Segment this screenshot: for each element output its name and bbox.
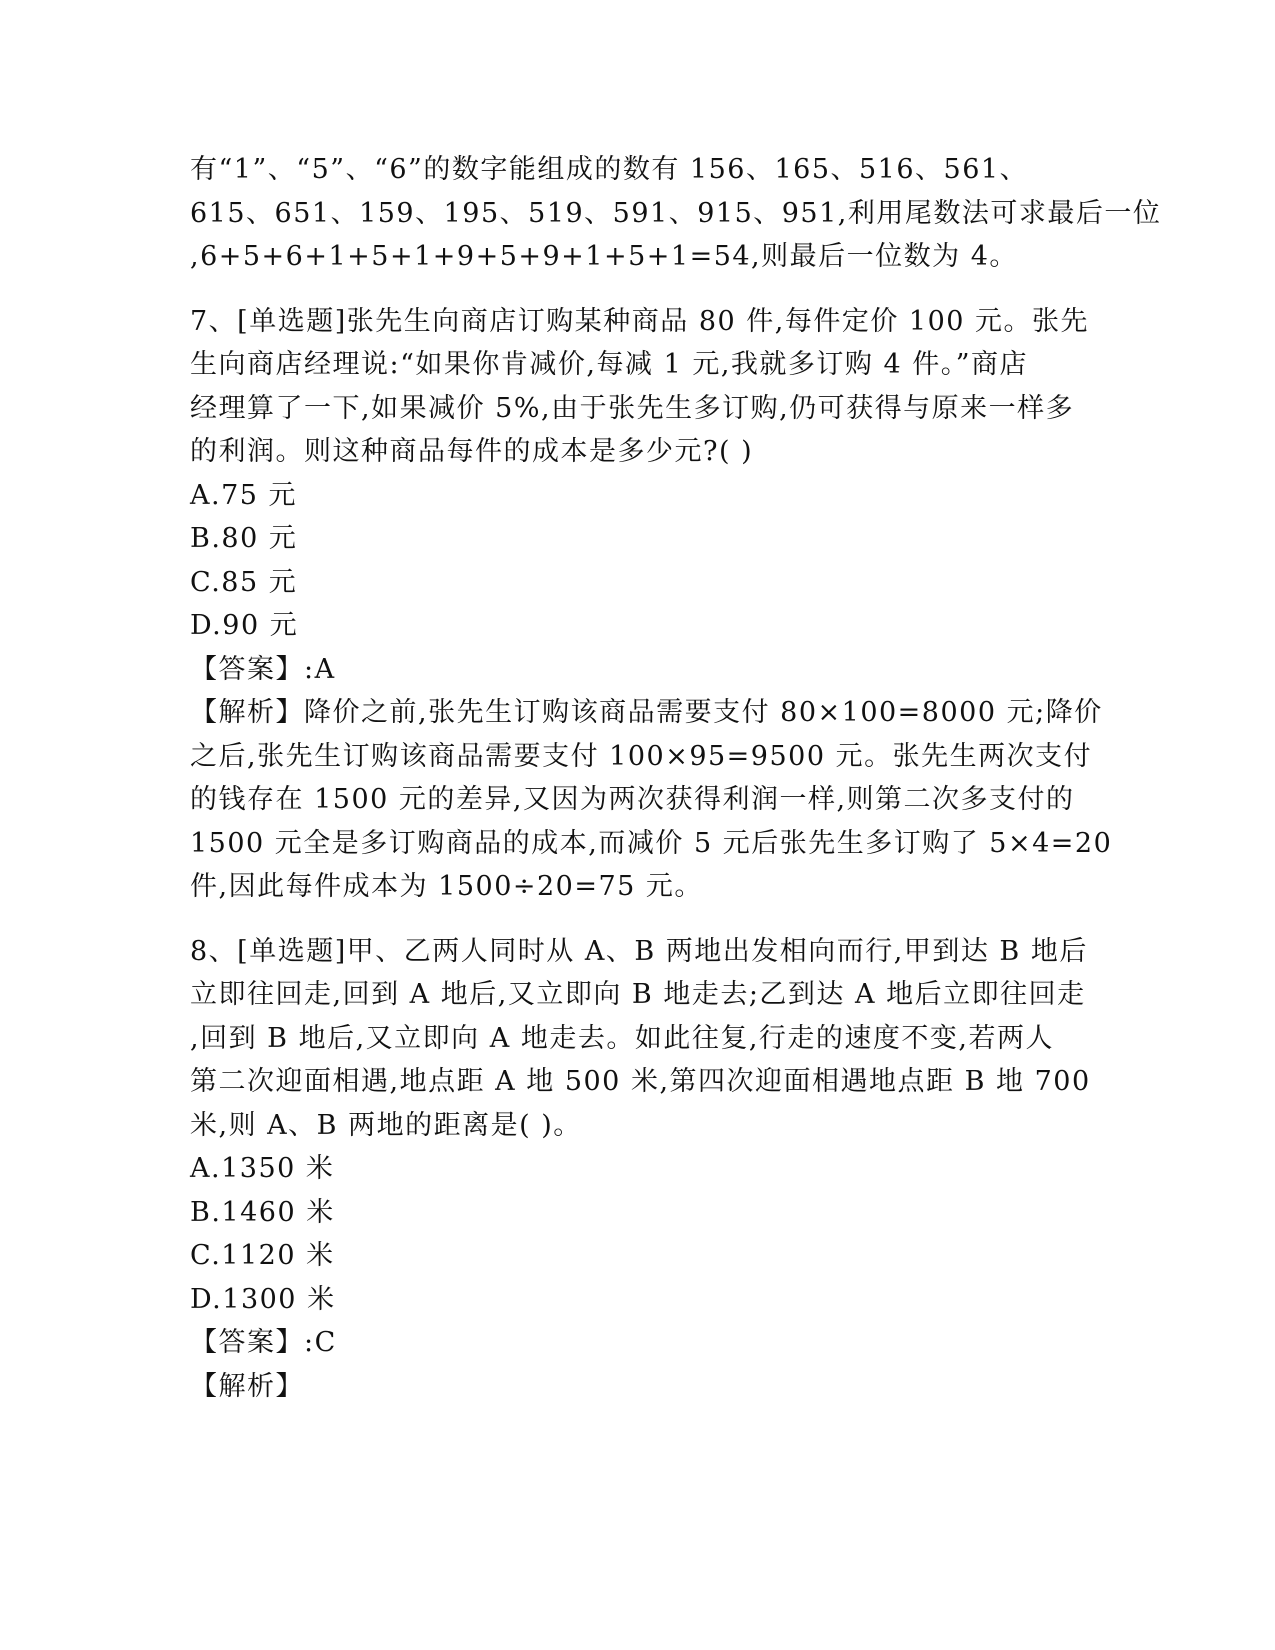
answer-line: 【答案】:C [190,1327,337,1358]
question-stem-line: ,回到 B 地后,又立即向 A 地走去。如此往复,行走的速度不变,若两人 [190,1022,1054,1054]
previous-question-analysis [190,148,1162,279]
analysis-line: 的钱存在 1500 元的差异,又因为两次获得利润一样,则第二次多支付的 [190,784,1075,815]
analysis-line: 之后,张先生订购该商品需要支付 100×95=9500 元。张先生两次支付 [190,740,1093,772]
option-c: C.1120 米 [190,1240,335,1271]
option-d: D.1300 米 [190,1283,336,1315]
option-b: B.80 元 [190,523,298,554]
option-c: C.85 元 [190,566,298,598]
question-stem-line: 8、[单选题]甲、乙两人同时从 A、B 两地出发相向而行,甲到达 B 地后 [190,935,1088,967]
document-page [190,148,1162,1408]
analysis-line: 件,因此每件成本为 1500÷20=75 元。 [190,871,703,902]
option-b: B.1460 米 [190,1196,335,1228]
question-stem-line: 立即往回走,回到 A 地后,又立即向 B 地走去;乙到达 A 地后立即往回走 [190,979,1086,1010]
question-8 [190,930,1090,1409]
analysis-line: 1500 元全是多订购商品的成本,而减价 5 元后张先生多订购了 5×4=20 [190,827,1113,859]
analysis-label: 【解析】 [190,1370,304,1402]
question-stem-line: 第二次迎面相遇,地点距 A 地 500 米,第四次迎面相遇地点距 B 地 700 [190,1066,1091,1097]
analysis-line: 【解析】降价之前,张先生订购该商品需要支付 80×100=8000 元;降价 [190,697,1103,728]
analysis-line: 有“1”、“5”、“6”的数字能组成的数有 156、165、516、561、 [190,154,1029,185]
analysis-line: 615、651、159、195、519、591、915、951,利用尾数法可求最后一位 [190,197,1162,229]
question-stem-line: 的利润。则这种商品每件的成本是多少元?( ) [190,436,754,467]
option-a: A.75 元 [190,479,298,511]
question-7 [190,300,1113,909]
question-stem-line: 7、[单选题]张先生向商店订购某种商品 80 件,每件定价 100 元。张先 [190,305,1090,337]
analysis-line: ,6+5+6+1+5+1+9+5+9+1+5+1=54,则最后一位数为 4。 [190,241,1018,272]
question-stem-line: 经理算了一下,如果减价 5%,由于张先生多订购,仍可获得与原来一样多 [190,392,1075,424]
option-a: A.1350 米 [190,1153,335,1184]
question-stem-line: 生向商店经理说:“如果你肯减价,每减 1 元,我就多订购 4 件。”商店 [190,349,1029,380]
option-d: D.90 元 [190,610,299,641]
answer-line: 【答案】:A [190,653,336,685]
question-stem-line: 米,则 A、B 两地的距离是( )。 [190,1109,582,1141]
